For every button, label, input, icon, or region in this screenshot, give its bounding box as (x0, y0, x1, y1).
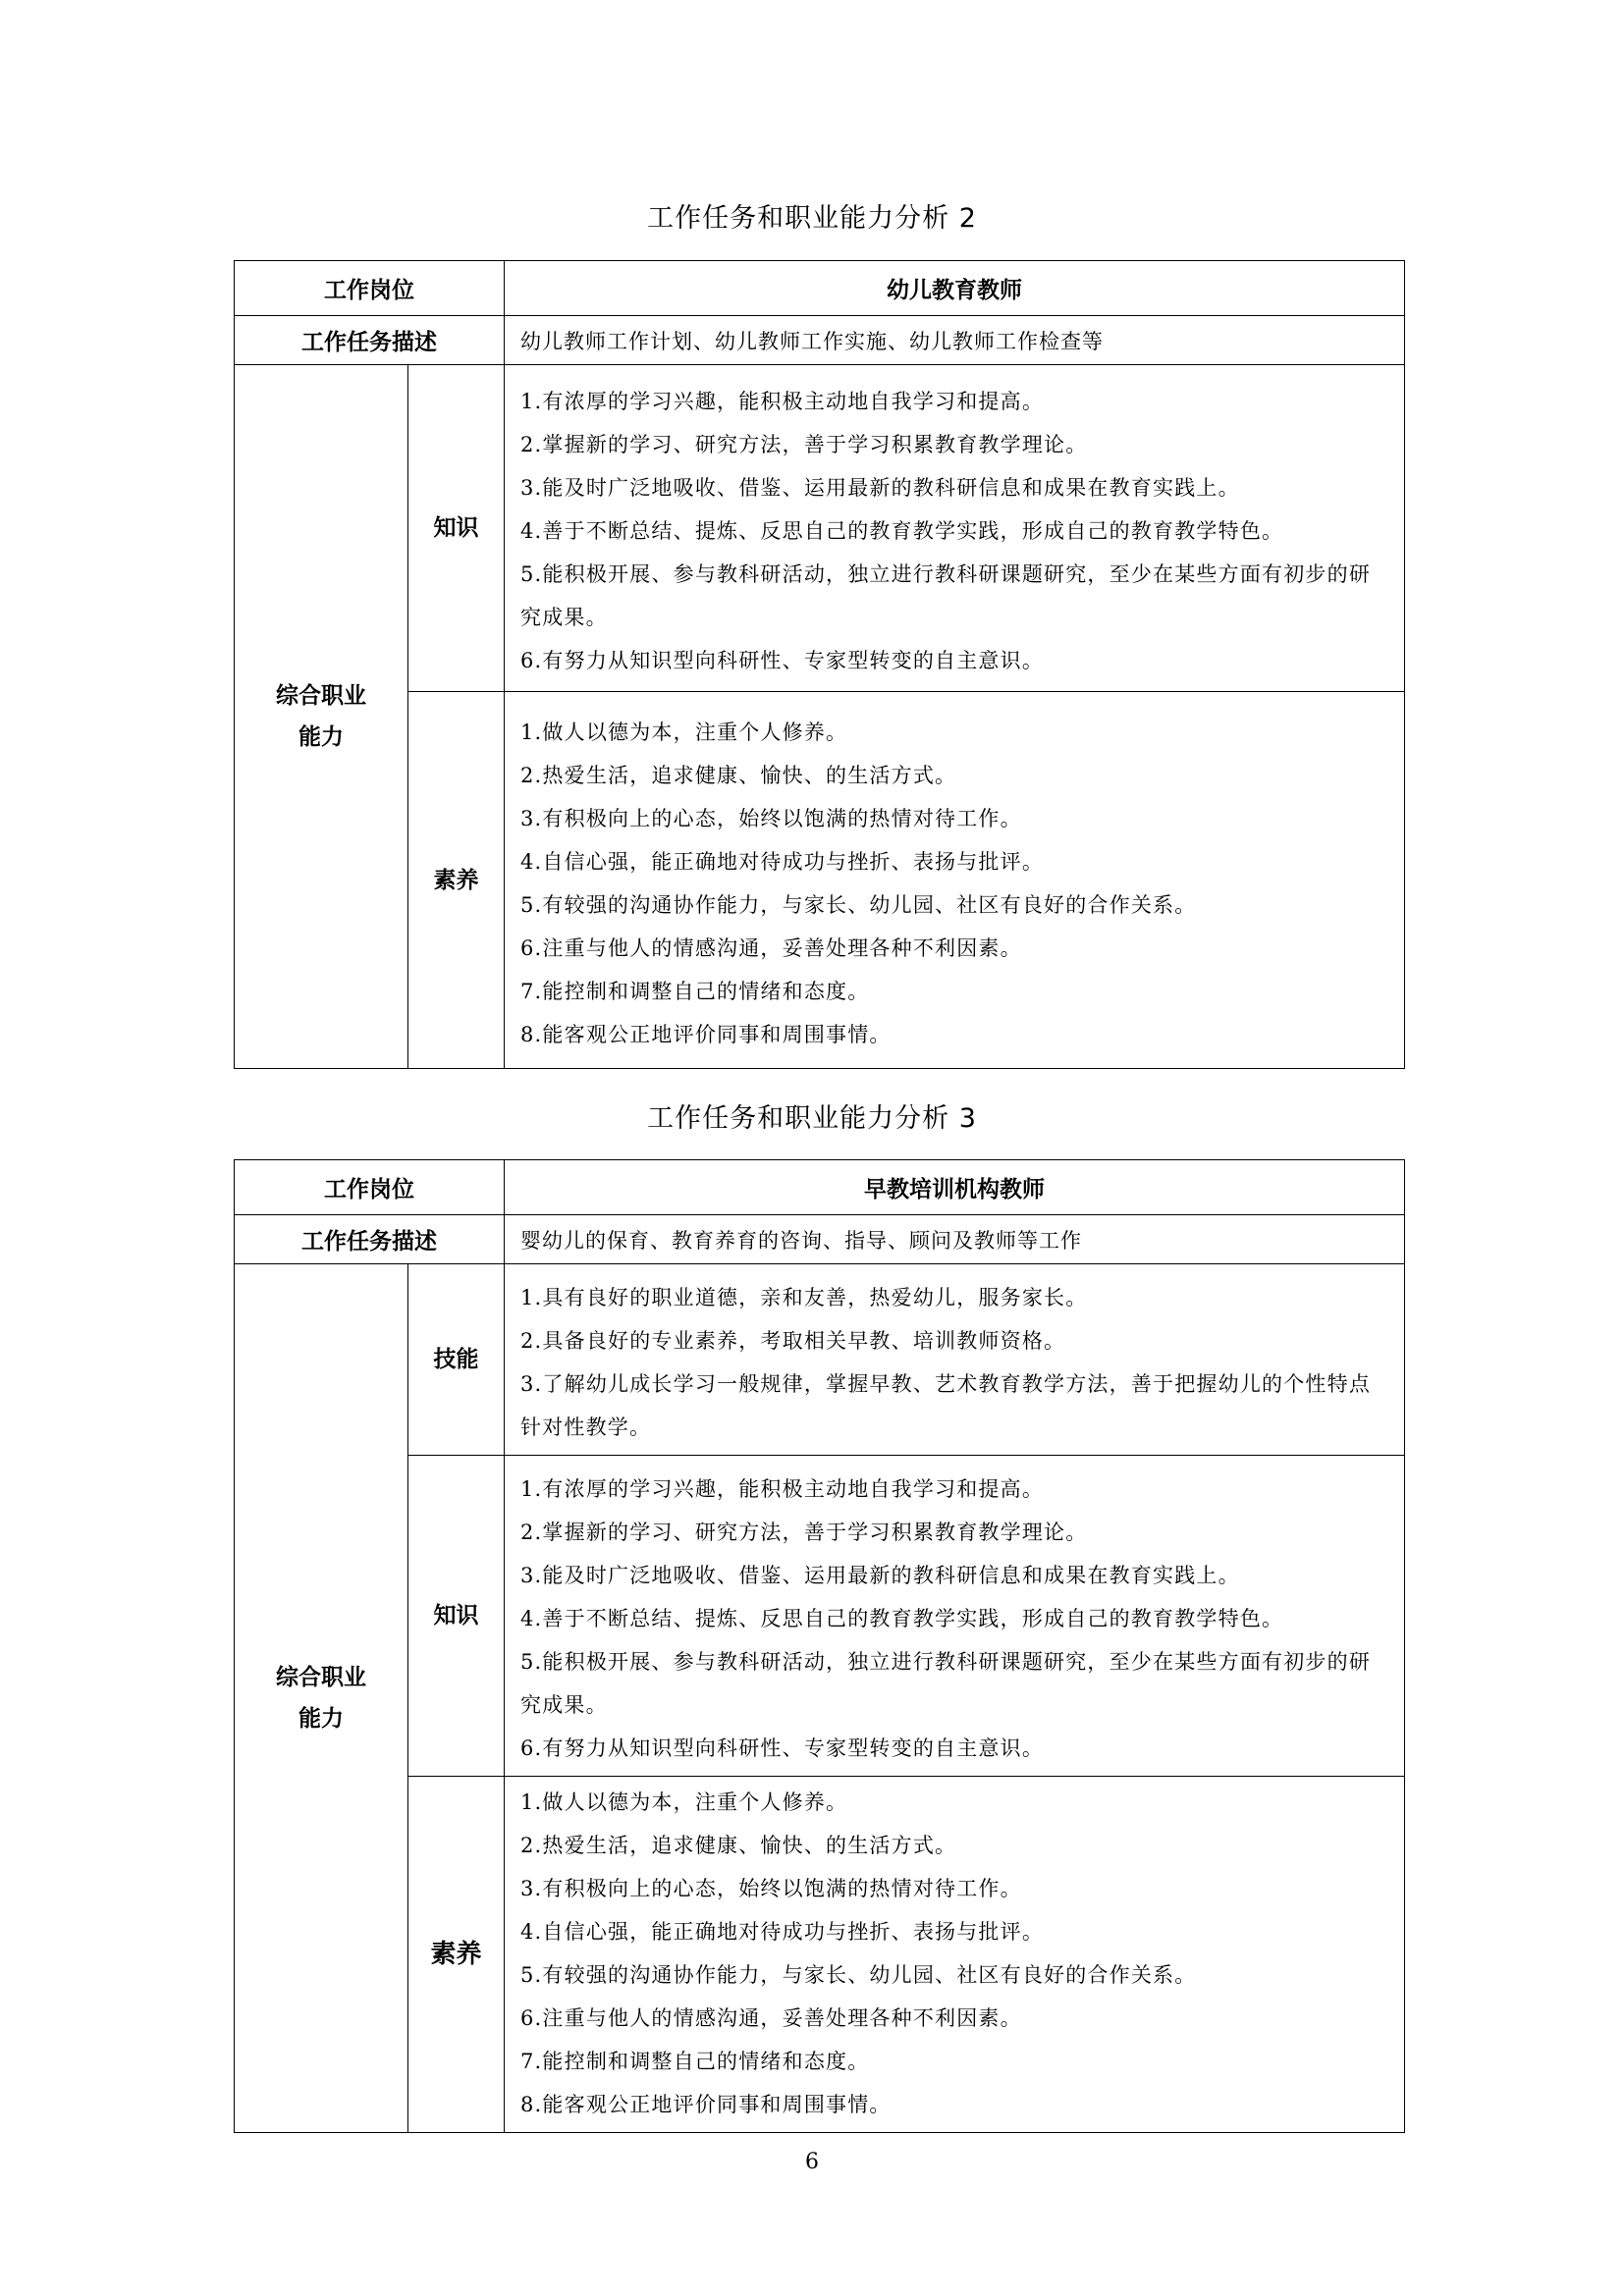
list-item: 3.能及时广泛地吸收、借鉴、运用最新的教科研信息和成果在教育实践上。 (520, 1564, 1240, 1587)
section-items-quality (505, 1777, 1405, 2133)
list-item: 4.自信心强，能正确地对待成功与挫折、表扬与批评。 (520, 1920, 1045, 1944)
list-item: 2.热爱生活，追求健康、愉快、的生活方式。 (520, 763, 957, 787)
list-item: 3.有积极向上的心态，始终以饱满的热情对待工作。 (520, 1877, 1022, 1900)
list-item: 2.具备良好的专业素养，考取相关早教、培训教师资格。 (520, 1329, 1066, 1353)
section-name-knowledge: 知识 (408, 1456, 505, 1777)
task-description-value: 幼儿教师工作计划、幼儿教师工作实施、幼儿教师工作检查等 (505, 316, 1405, 365)
list-item: 1.具有良好的职业道德，亲和友善，热爱幼儿，服务家长。 (520, 1286, 1088, 1309)
section-items-knowledge (505, 1456, 1405, 1777)
analysis-table-2 (234, 1159, 1405, 2133)
position-label: 工作岗位 (235, 261, 505, 316)
section-name-quality: 素养 (408, 1777, 505, 2133)
list-item: 4.自信心强，能正确地对待成功与挫折、表扬与批评。 (520, 849, 1045, 874)
list-item: 5.能积极开展、参与教科研活动，独立进行教科研课题研究，至少在某些方面有初步的研究成果。 (520, 562, 1372, 629)
ability-label: 综合职业能力 (235, 365, 408, 1069)
list-item: 1.做人以德为本，注重个人修养。 (520, 1790, 848, 1814)
analysis-table-1 (234, 260, 1405, 1069)
section-name-skill: 技能 (408, 1264, 505, 1456)
list-item: 6.有努力从知识型向科研性、专家型转变的自主意识。 (520, 649, 1045, 672)
table-1-title: 工作任务和职业能力分析 2 (647, 203, 977, 234)
position-label: 工作岗位 (235, 1160, 505, 1215)
list-item: 1.做人以德为本，注重个人修养。 (520, 720, 848, 744)
section-items-skill (505, 1264, 1405, 1456)
section-name-quality: 素养 (408, 692, 505, 1069)
list-item: 5.有较强的沟通协作能力，与家长、幼儿园、社区有良好的合作关系。 (520, 892, 1197, 917)
section-name-knowledge: 知识 (408, 365, 505, 692)
list-item: 4.善于不断总结、提炼、反思自己的教育教学实践，形成自己的教育教学特色。 (520, 519, 1284, 543)
list-item: 8.能客观公正地评价同事和周围事情。 (520, 1022, 892, 1046)
list-item: 3.能及时广泛地吸收、借鉴、运用最新的教科研信息和成果在教育实践上。 (520, 476, 1240, 500)
page-number: 6 (805, 2150, 819, 2174)
list-item: 4.善于不断总结、提炼、反思自己的教育教学实践，形成自己的教育教学特色。 (520, 1607, 1284, 1630)
ability-label: 综合职业能力 (235, 1264, 408, 2133)
list-item: 1.有浓厚的学习兴趣，能积极主动地自我学习和提高。 (520, 1477, 1045, 1501)
list-item: 2.掌握新的学习、研究方法，善于学习积累教育教学理论。 (520, 1521, 1088, 1544)
task-description-value: 婴幼儿的保育、教育养育的咨询、指导、顾问及教师等工作 (505, 1215, 1405, 1264)
list-item: 3.有积极向上的心态，始终以饱满的热情对待工作。 (520, 806, 1022, 830)
list-item: 3.了解幼儿成长学习一般规律，掌握早教、艺术教育教学方法，善于把握幼儿的个性特点针对性教学。 (520, 1372, 1372, 1439)
section-items-knowledge (505, 365, 1405, 692)
task-description-label: 工作任务描述 (235, 316, 505, 365)
list-item: 5.能积极开展、参与教科研活动，独立进行教科研课题研究，至少在某些方面有初步的研究成果。 (520, 1650, 1372, 1717)
position-value: 幼儿教育教师 (505, 261, 1405, 316)
table-2-title: 工作任务和职业能力分析 3 (647, 1103, 977, 1134)
section-items-quality (505, 692, 1405, 1069)
list-item: 7.能控制和调整自己的情绪和态度。 (520, 979, 870, 1003)
list-item: 7.能控制和调整自己的情绪和态度。 (520, 2050, 870, 2073)
list-item: 5.有较强的沟通协作能力，与家长、幼儿园、社区有良好的合作关系。 (520, 1963, 1197, 1987)
list-item: 6.有努力从知识型向科研性、专家型转变的自主意识。 (520, 1736, 1045, 1760)
list-item: 1.有浓厚的学习兴趣，能积极主动地自我学习和提高。 (520, 390, 1045, 413)
list-item: 2.掌握新的学习、研究方法，善于学习积累教育教学理论。 (520, 433, 1088, 456)
position-value: 早教培训机构教师 (505, 1160, 1405, 1215)
task-description-label: 工作任务描述 (235, 1215, 505, 1264)
list-item: 8.能客观公正地评价同事和周围事情。 (520, 2093, 892, 2116)
list-item: 2.热爱生活，追求健康、愉快、的生活方式。 (520, 1834, 957, 1857)
list-item: 6.注重与他人的情感沟通，妥善处理各种不利因素。 (520, 935, 1022, 960)
list-item: 6.注重与他人的情感沟通，妥善处理各种不利因素。 (520, 2006, 1022, 2030)
